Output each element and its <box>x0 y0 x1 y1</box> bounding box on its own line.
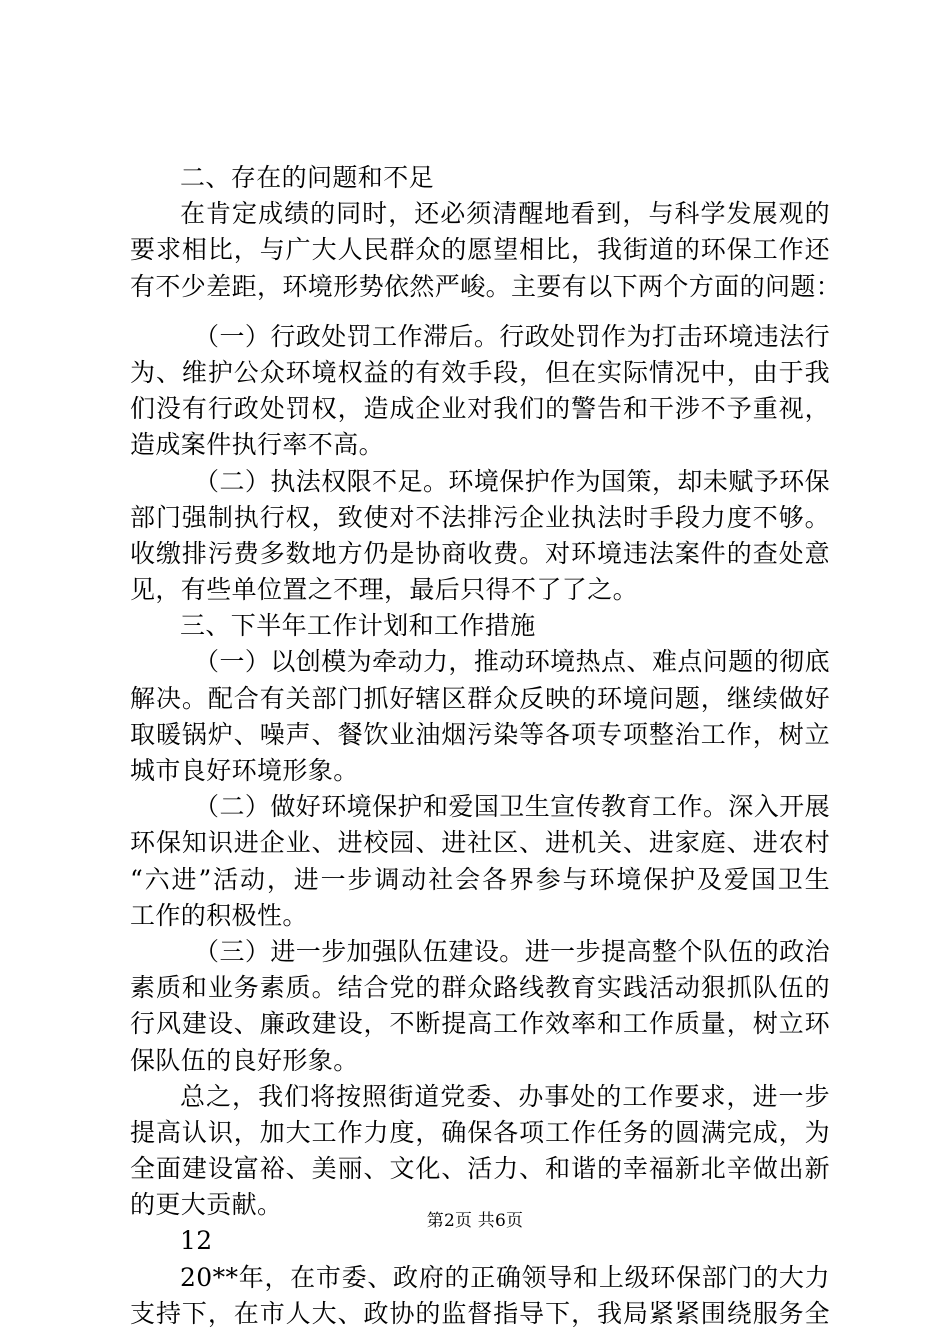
paragraph-line: 收缴排污费多数地方仍是协商收费。对环境违法案件的查处意 <box>130 538 830 568</box>
paragraph-line: 工作的积极性。 <box>130 900 308 930</box>
paragraph-gap <box>130 305 830 319</box>
paragraph-line: 环保知识进企业、进校园、进社区、进机关、进家庭、进农村 <box>130 828 830 858</box>
paragraph-line: 取暖锅炉、噪声、餐饮业油烟污染等各项专项整治工作，树立 <box>130 719 830 749</box>
paragraph-line: 提高认识，加大工作力度，确保各项工作任务的圆满完成，为 <box>130 1117 830 1147</box>
paragraph-line: 的更大贡献。 <box>130 1190 283 1220</box>
paragraph-line: 造成案件执行率不高。 <box>130 430 385 460</box>
paragraph-line: 保队伍的良好形象。 <box>130 1045 359 1075</box>
paragraph-line: （二）执法权限不足。环境保护作为国策，却未赋予环保 <box>194 466 830 496</box>
paragraph-line: 有不少差距，环境形势依然严峻。主要有以下两个方面的问题： <box>130 271 842 301</box>
paragraph-line: （三）进一步加强队伍建设。进一步提高整个队伍的政治 <box>194 936 830 966</box>
document-body <box>130 160 842 1332</box>
paragraph-line: （一）以创模为牵动力，推动环境热点、难点问题的彻底 <box>194 647 830 677</box>
paragraph-line: 解决。配合有关部门抓好辖区群众反映的环境问题，继续做好 <box>130 683 830 713</box>
section-heading-problems: 二、存在的问题和不足 <box>180 163 435 192</box>
paragraph-line: “六进”活动，进一步调动社会各界参与环境保护及爱国卫生 <box>130 864 830 894</box>
paragraph-line: 要求相比，与广大人民群众的愿望相比，我街道的环保工作还 <box>130 235 830 265</box>
paragraph-line: （一）行政处罚工作滞后。行政处罚作为打击环境违法行 <box>194 321 830 351</box>
paragraph-line: 城市良好环境形象。 <box>130 756 359 785</box>
paragraph-line: 们没有行政处罚权，造成企业对我们的警告和干涉不予重视， <box>130 394 830 424</box>
page-footer: 第2页 共6页 <box>426 1211 524 1231</box>
paragraph-line: 素质和业务素质。结合党的群众路线教育实践活动狠抓队伍的 <box>130 973 830 1003</box>
section-heading-plan: 三、下半年工作计划和工作措施 <box>180 611 536 641</box>
page-number-text: 12 <box>180 1226 213 1256</box>
paragraph-line: 在肯定成绩的同时，还必须清醒地看到，与科学发展观的 <box>180 199 830 229</box>
paragraph-line: 总之，我们将按照街道党委、办事处的工作要求，进一步 <box>180 1081 830 1111</box>
paragraph-line: 支持下，在市人大、政协的监督指导下，我局紧紧围绕服务全 <box>130 1298 830 1328</box>
paragraph-line: 行风建设、廉政建设，不断提高工作效率和工作质量，树立环 <box>130 1009 830 1039</box>
paragraph-line: 全面建设富裕、美丽、文化、活力、和谐的幸福新北辛做出新 <box>130 1154 830 1184</box>
paragraph-line: （二）做好环境保护和爱国卫生宣传教育工作。深入开展 <box>194 792 830 822</box>
paragraph-line: 为、维护公众环境权益的有效手段，但在实际情况中，由于我 <box>130 357 830 387</box>
paragraph-line: 20**年，在市委、政府的正确领导和上级环保部门的大力 <box>180 1262 830 1292</box>
paragraph-line: 部门强制执行权，致使对不法排污企业执法时手段力度不够。 <box>130 502 830 532</box>
paragraph-line: 见，有些单位置之不理，最后只得不了了之。 <box>130 575 639 605</box>
